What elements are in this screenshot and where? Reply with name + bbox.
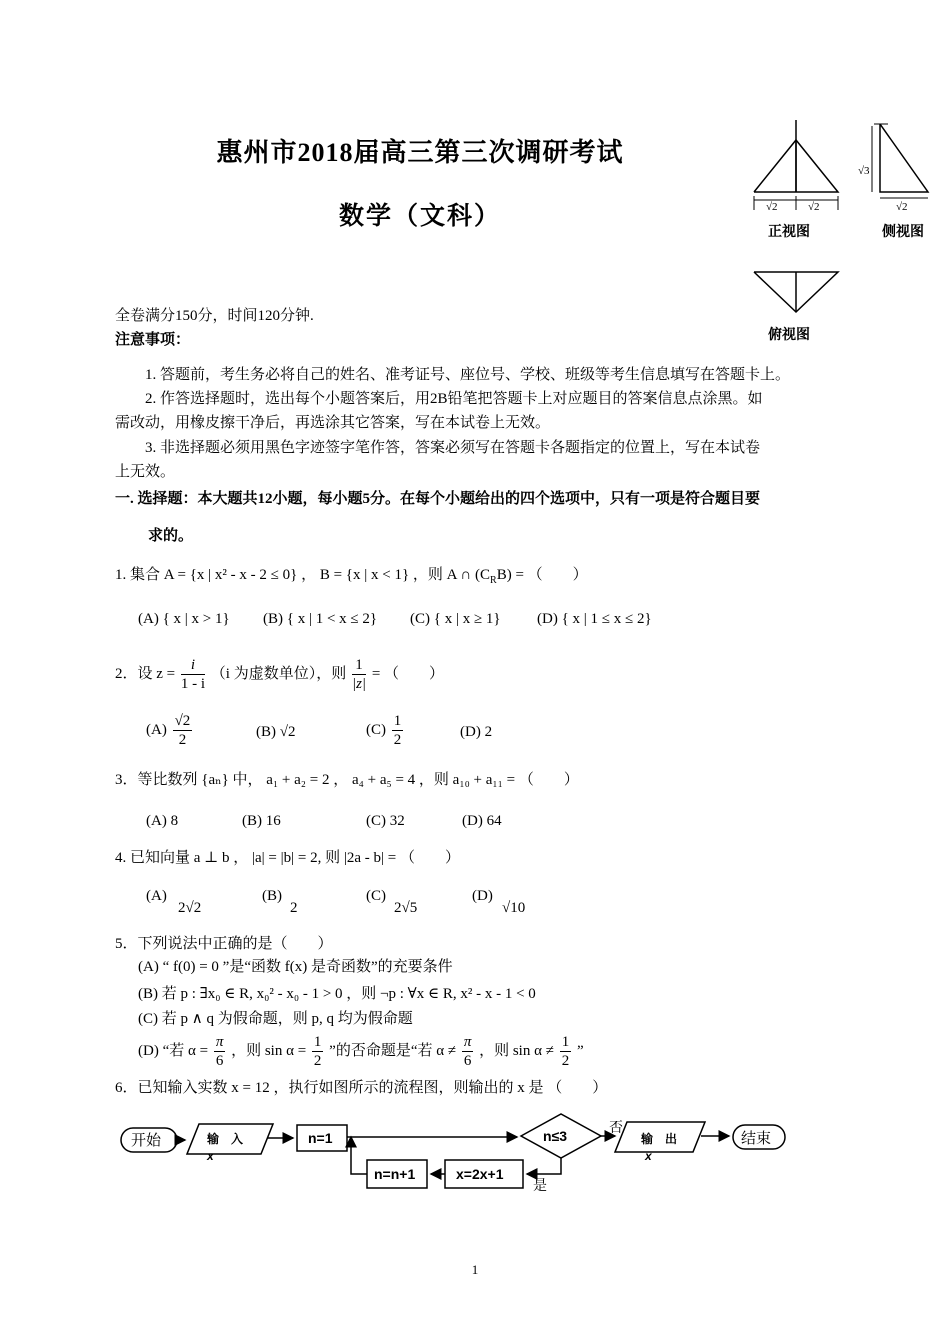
q1-option-d: (D) { x | 1 ≤ x ≤ 2} [537, 611, 652, 627]
q2-option-d: (D) 2 [460, 724, 493, 740]
q2-lead: 2．设 z = [115, 665, 176, 682]
flow-step1-label: x=2x+1 [456, 1166, 504, 1182]
score-line: 全卷满分150分，时间120分钟. [115, 308, 314, 324]
q3-option-b: (B) 16 [242, 813, 281, 829]
notice-1: 1. 答题前，考生务必将自己的姓名、准考证号、座位号、学校、班级等考生信息填写在答题卡上。 [145, 367, 791, 383]
q4-option-d-label: (D) [472, 888, 493, 904]
q2-option-c [366, 712, 405, 749]
q4-stem: 4. 已知向量 a ⊥ b ， |a| = |b| = 2, 则 |2a - b| = （ ） [115, 850, 460, 866]
q3-option-a: (A) 8 [146, 813, 179, 829]
q2-option-a [146, 712, 194, 749]
q5-d-frac1 [214, 1033, 226, 1070]
front-view-label: 正视图 [768, 223, 810, 239]
q5-d-den4: 2 [561, 1053, 570, 1069]
q5-option-a: (A) “ f(0) = 0 ”是“函数 f(x) 是奇函数”的充要条件 [138, 959, 453, 975]
q2-stem [115, 656, 840, 693]
q5-d-mid1: ，则 sin α = [231, 1042, 307, 1059]
q4-option-a-label: (A) [146, 888, 167, 904]
flow-output-label: 输 出 [641, 1132, 678, 1146]
q5-d-mid3: ，则 sin α ≠ [479, 1042, 554, 1059]
notice-2b: 需改动，用橡皮擦干净后，再选涂其它答案，写在本试卷上无效。 [115, 415, 551, 431]
notice-title: 注意事项： [115, 332, 191, 348]
section-heading-a: 一. 选择题：本大题共12小题，每小题5分。在每个小题给出的四个选项中，只有一项是符合题目要 [115, 491, 761, 507]
q5-d-lead: (D) “若 α = [138, 1042, 209, 1059]
exam-title: 惠州市2018届高三第三次调研考试 [216, 138, 624, 167]
q6-stem: 6．已知输入实数 x = 12 ，执行如图所示的流程图，则输出的 x 是 （ ） [115, 1080, 608, 1096]
flow-input-var: x [207, 1149, 214, 1163]
notice-2a: 2. 作答选择题时，选出每个小题答案后，用2B铅笔把答题卡上对应题目的答案信息点涂黑。如 [145, 391, 763, 407]
q4-option-b-label: (B) [262, 888, 282, 904]
q2-den: 1 - i [180, 676, 206, 692]
q5-d-den1: 6 [215, 1053, 224, 1069]
flow-cond-label: n≤3 [543, 1128, 568, 1144]
q4-option-c-label: (C) [366, 888, 386, 904]
q1-stem [115, 563, 840, 593]
q5-option-c: (C) 若 p ∧ q 为假命题，则 p, q 均为假命题 [138, 1011, 413, 1027]
q1-option-c: (C) { x | x ≥ 1} [410, 611, 501, 627]
q2-option-b: (B) √2 [256, 724, 296, 740]
q2-num2: 1 [352, 656, 366, 675]
q1-option-a: (A) { x | x > 1} [138, 611, 230, 627]
q2-c-label: (C) [366, 721, 386, 738]
notice-3b: 上无效。 [115, 464, 176, 480]
top-view-label: 俯视图 [768, 326, 810, 342]
q2-tail: = （ ） [371, 665, 445, 682]
q4-option-b-value: 2 [290, 900, 298, 916]
q5-option-b: (B) 若 p : ∃x₀ ∈ R, x₀² - x₀ - 1 > 0 ，则 ¬p : ∀x ∈ R, x² - x - 1 < 0 [138, 986, 536, 1002]
q5-d-num1: π [215, 1034, 224, 1050]
q3-option-c: (C) 32 [366, 813, 405, 829]
q2-c-frac [392, 712, 404, 749]
q2-a-label: (A) [146, 721, 167, 738]
side-dim-height: √3 [858, 165, 870, 177]
q1-option-b: (B) { x | 1 < x ≤ 2} [263, 611, 378, 627]
q5-d-den3: 6 [463, 1053, 472, 1069]
q2-a-frac [173, 712, 193, 749]
q5-d-frac3 [462, 1033, 474, 1070]
flow-yes-label: 是 [533, 1177, 547, 1193]
flow-start-label: 开始 [131, 1132, 162, 1149]
q1-stem-text: 1. 集合 A = {x | x² - x - 2 ≤ 0} ， B = {x | x < 1} ，则 A ∩ (C [115, 567, 491, 583]
q2-c-num: 1 [393, 713, 402, 729]
side-dim-width: √2 [896, 201, 908, 213]
q2-fraction-inv [352, 656, 366, 693]
q2-mid: （i 为虚数单位），则 [210, 665, 347, 682]
q2-den2: |z| [351, 676, 367, 692]
page-number: 1 [471, 1262, 479, 1277]
q5-stem: 5．下列说法中正确的是（ ） [115, 936, 333, 952]
q5-d-num3: π [463, 1034, 472, 1050]
q3-option-d: (D) 64 [462, 813, 502, 829]
side-view-label: 侧视图 [882, 223, 924, 239]
q1-stem-end: B) = （ ） [496, 567, 588, 583]
q2-num: i [181, 656, 205, 675]
section-heading-b: 求的。 [148, 528, 194, 544]
q5-d-mid2: ”的否命题是“若 α ≠ [329, 1042, 457, 1059]
q5-d-den2: 2 [313, 1053, 322, 1069]
flowchart [115, 1108, 795, 1198]
flow-no-label: 否 [609, 1119, 623, 1135]
q4-option-a-value: 2√2 [178, 900, 202, 916]
flow-input-label: 输 入 [207, 1132, 244, 1146]
side-view [872, 124, 928, 198]
q1-sub: R [490, 575, 497, 586]
q5-d-frac4 [560, 1033, 572, 1070]
flow-init-label: n=1 [308, 1130, 333, 1146]
q5-d-end: ” [576, 1042, 584, 1059]
q2-a-num: √2 [174, 713, 191, 729]
front-dim-right: √2 [808, 201, 820, 213]
flow-output-var: x [645, 1149, 652, 1163]
q4-option-d-value: √10 [502, 900, 526, 916]
q4-option-c-value: 2√5 [394, 900, 418, 916]
flow-step2-label: n=n+1 [374, 1166, 416, 1182]
q2-fraction-z [181, 656, 205, 693]
q2-c-den: 2 [393, 732, 402, 748]
q3-stem: 3．等比数列 {aₙ} 中， a₁ + a₂ = 2 ， a₄ + a₅ = 4 ，则 a₁₀ + a₁₁ = （ ） [115, 772, 579, 788]
front-view [754, 120, 838, 210]
notice-3a: 3. 非选择题必须用黑色字迹签字笔作答，答案必须写在答题卡各题指定的位置上，写在本试卷 [145, 440, 761, 456]
flow-end-label: 结束 [741, 1130, 772, 1147]
q5-d-num4: 1 [561, 1034, 570, 1050]
q5-d-num2: 1 [313, 1034, 322, 1050]
q2-a-den: 2 [178, 732, 187, 748]
q5-option-d [138, 1033, 838, 1070]
q5-d-frac2 [312, 1033, 324, 1070]
exam-subtitle: 数学（文科） [338, 203, 501, 230]
front-dim-left: √2 [766, 201, 778, 213]
